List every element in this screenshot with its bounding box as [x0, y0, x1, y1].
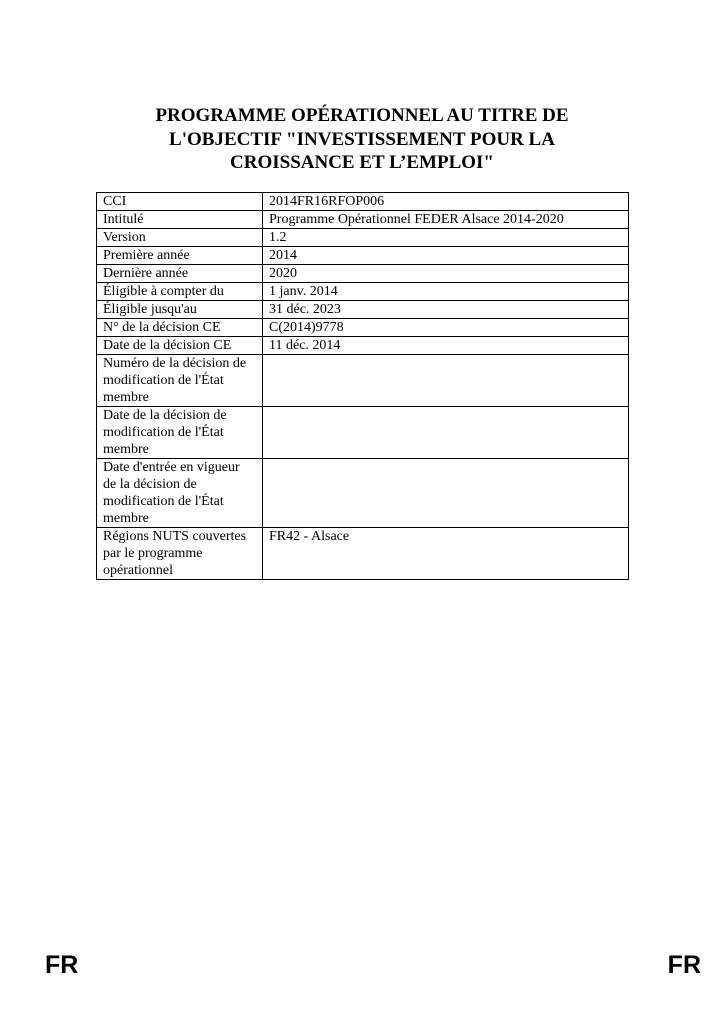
row-label: Date de la décision CE — [97, 337, 263, 355]
document-title-line-1: PROGRAMME OPÉRATIONNEL AU TITRE DE — [155, 105, 569, 126]
table-row-date-decision-ce — [97, 337, 629, 355]
row-label: N° de la décision CE — [97, 319, 263, 337]
table-row-cci — [97, 193, 629, 211]
table-row-regions-nuts — [97, 528, 629, 580]
row-value: 2014FR16RFOP006 — [263, 193, 629, 211]
row-label: Éligible à compter du — [97, 283, 263, 301]
row-label: Date d'entrée en vigueur de la décision de modification de l'État membre — [97, 459, 263, 528]
programme-info-table — [96, 192, 629, 580]
table-row-intitule — [97, 211, 629, 229]
row-value: 1.2 — [263, 229, 629, 247]
table-row-numero-modification — [97, 355, 629, 407]
row-value: 31 déc. 2023 — [263, 301, 629, 319]
document-title-line-2: L'OBJECTIF "INVESTISSEMENT POUR LA — [169, 128, 555, 150]
table-row-premiere-annee — [97, 247, 629, 265]
row-value: 2020 — [263, 265, 629, 283]
row-label: Date de la décision de modification de l'État membre — [97, 407, 263, 459]
row-label: Éligible jusqu'au — [97, 301, 263, 319]
row-label: Intitulé — [97, 211, 263, 229]
row-value — [263, 355, 629, 407]
row-label: Régions NUTS couvertes par le programme opérationnel — [97, 528, 263, 580]
footer-language-code-right: FR — [667, 951, 701, 979]
document-title — [96, 104, 628, 175]
table-row-version — [97, 229, 629, 247]
row-value: Programme Opérationnel FEDER Alsace 2014-2020 — [263, 211, 629, 229]
document-title-line-3: CROISSANCE ET L’EMPLOI" — [230, 152, 494, 173]
row-label: Dernière année — [97, 265, 263, 283]
row-value: 1 janv. 2014 — [263, 283, 629, 301]
row-label: Numéro de la décision de modification de l'État membre — [97, 355, 263, 407]
row-label: Version — [97, 229, 263, 247]
table-row-eligible-debut — [97, 283, 629, 301]
footer-language-code-left: FR — [45, 951, 79, 979]
row-value — [263, 407, 629, 459]
row-label: CCI — [97, 193, 263, 211]
row-label: Première année — [97, 247, 263, 265]
table-row-date-modification — [97, 407, 629, 459]
table-row-numero-decision-ce — [97, 319, 629, 337]
table-row-entree-vigueur — [97, 459, 629, 528]
row-value: FR42 - Alsace — [263, 528, 629, 580]
table-row-derniere-annee — [97, 265, 629, 283]
row-value — [263, 459, 629, 528]
row-value: 2014 — [263, 247, 629, 265]
row-value: C(2014)9778 — [263, 319, 629, 337]
row-value: 11 déc. 2014 — [263, 337, 629, 355]
table-row-eligible-fin — [97, 301, 629, 319]
